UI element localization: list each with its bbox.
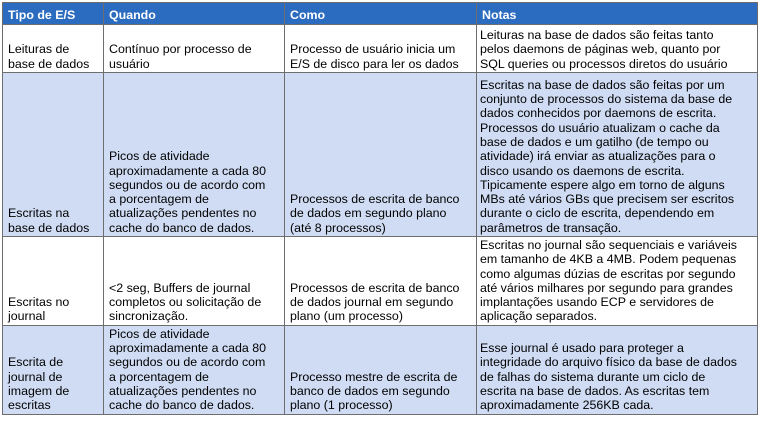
cell-quando: Picos de atividade aproximadamente a cada 80 segundos ou de acordo com a porcentagem de atualizações pendentes no cache do banco de dados. [104, 325, 285, 414]
table-row [3, 73, 758, 237]
table-row [3, 237, 758, 326]
cell-como: Processos de escrita de banco de dados em segundo plano (até 8 processos) [285, 73, 477, 237]
cell-notas: Esse journal é usado para proteger a integridade do arquivo físico da base de dados de falhas do sistema durante um ciclo de escrita na base de dados. As escritas tem aproximadamente 256KB cada. [477, 325, 758, 414]
header-row [3, 3, 758, 25]
cell-notas: Escritas no journal são sequenciais e variáveis em tamanho de 4KB a 4MB. Podem pequenas como algumas dúzias de escritas por segundo até vários milhares por segundo para grandes implantações usando ECP e servidores de aplicação separados. [477, 237, 758, 326]
cell-notas: Escritas na base de dados são feitas por um conjunto de processos do sistema da base de dados conhecidos por daemons de escrita. Processos do usuário atualizam o cache da base de dados e um gatilho (de tempo ou atividade) irá enviar as atualizações para o disco usando os daemons de escrita. Tipicamente espere algo em torno de alguns MBs até vários GBs que precisem ser escritos durante o ciclo de escrita, dependendo em parâmetros de transação. [477, 73, 758, 237]
cell-tipo: Escrita de journal de imagem de escritas [3, 325, 104, 414]
cell-como: Processo de usuário inicia um E/S de disco para ler os dados [285, 25, 477, 73]
io-types-table [2, 2, 758, 415]
cell-notas: Leituras na base de dados são feitas tanto pelos daemons de páginas web, quanto por SQL queries ou processos diretos do usuário [477, 25, 758, 73]
table-row [3, 25, 758, 73]
header-quando: Quando [104, 3, 285, 25]
cell-quando: Picos de atividade aproximadamente a cada 80 segundos ou de acordo com a porcentagem de atualizações pendentes no cache do banco de dados. [104, 73, 285, 237]
header-notas: Notas [477, 3, 758, 25]
cell-quando: <2 seg, Buffers de journal completos ou solicitação de sincronização. [104, 237, 285, 326]
cell-tipo: Escritas na base de dados [3, 73, 104, 237]
cell-como: Processo mestre de escrita de banco de dados em segundo plano (1 processo) [285, 325, 477, 414]
cell-tipo: Leituras de base de dados [3, 25, 104, 73]
cell-quando: Contínuo por processo de usuário [104, 25, 285, 73]
cell-tipo: Escritas no journal [3, 237, 104, 326]
cell-como: Processos de escrita de banco de dados journal em segundo plano (um processo) [285, 237, 477, 326]
table-row [3, 325, 758, 414]
header-como: Como [285, 3, 477, 25]
header-tipo: Tipo de E/S [3, 3, 104, 25]
